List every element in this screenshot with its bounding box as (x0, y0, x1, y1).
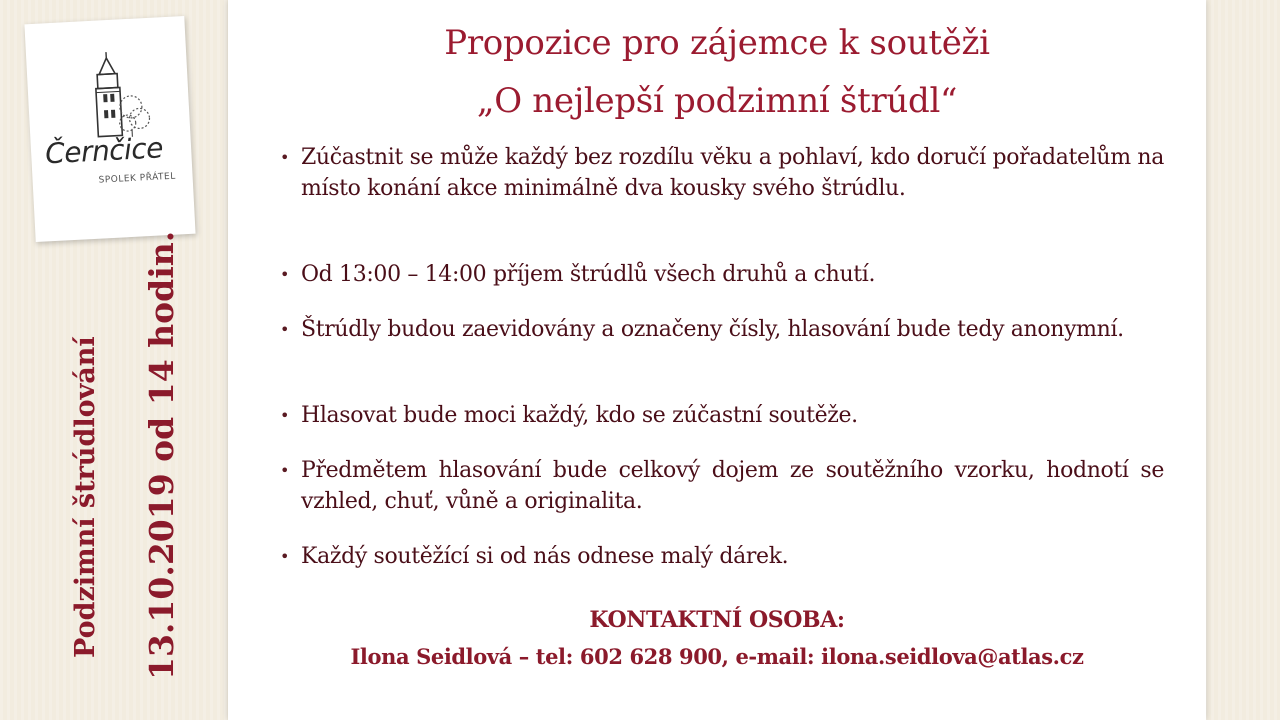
church-tower-icon (35, 26, 181, 143)
logo-subtitle: SPOLEK PŘÁTEL (98, 171, 177, 186)
contact-heading: KONTAKTNÍ OSOBA: (589, 607, 845, 633)
list-item (280, 455, 1164, 541)
bullet-icon: • (280, 320, 290, 339)
list-item (280, 314, 1164, 400)
list-item-text: Od 13:00 – 14:00 příjem štrúdlů všech druhů a chutí. (301, 262, 876, 287)
bullet-icon: • (280, 406, 290, 425)
contact-details: Ilona Seidlová – tel: 602 628 900, e-mail: ilona.seidlova@atlas.cz (350, 644, 1084, 669)
page-title-line-1: Propozice pro zájemce k soutěži (444, 23, 990, 63)
bullet-icon: • (280, 265, 290, 284)
page-title-line-2: „O nejlepší podzimní štrúdl“ (476, 81, 958, 121)
event-name-vertical: Podzimní štrúdlování (70, 336, 101, 658)
event-date-vertical: 13.10.2019 od 14 hodin. (142, 230, 181, 680)
bullet-icon: • (280, 148, 290, 167)
list-item (280, 400, 1164, 455)
rules-list (280, 142, 1164, 572)
list-item-text: Zúčastnit se může každý bez rozdílu věku a pohlaví, kdo doručí pořadatelům na místo konání akce minimálně dva kousky svého štrúdlu. (301, 145, 1164, 201)
list-item (280, 541, 1164, 572)
list-item-text: Každý soutěžící si od nás odnese malý dárek. (301, 544, 789, 569)
list-item (280, 259, 1164, 314)
list-item (280, 142, 1164, 259)
bullet-icon: • (280, 547, 290, 566)
list-item-text: Předmětem hlasování bude celkový dojem ze soutěžního vzorku, hodnotí se vzhled, chuť, vůně a originalita. (301, 458, 1164, 514)
logo (35, 26, 185, 231)
list-item-text: Štrúdly budou zaevidovány a označeny čísly, hlasování bude tedy anonymní. (301, 317, 1124, 342)
logo-name: Černčice (44, 131, 164, 171)
logo-card (24, 16, 195, 242)
list-item-text: Hlasovat bude moci každý, kdo se zúčastní soutěže. (301, 403, 858, 428)
bullet-icon: • (280, 461, 290, 480)
